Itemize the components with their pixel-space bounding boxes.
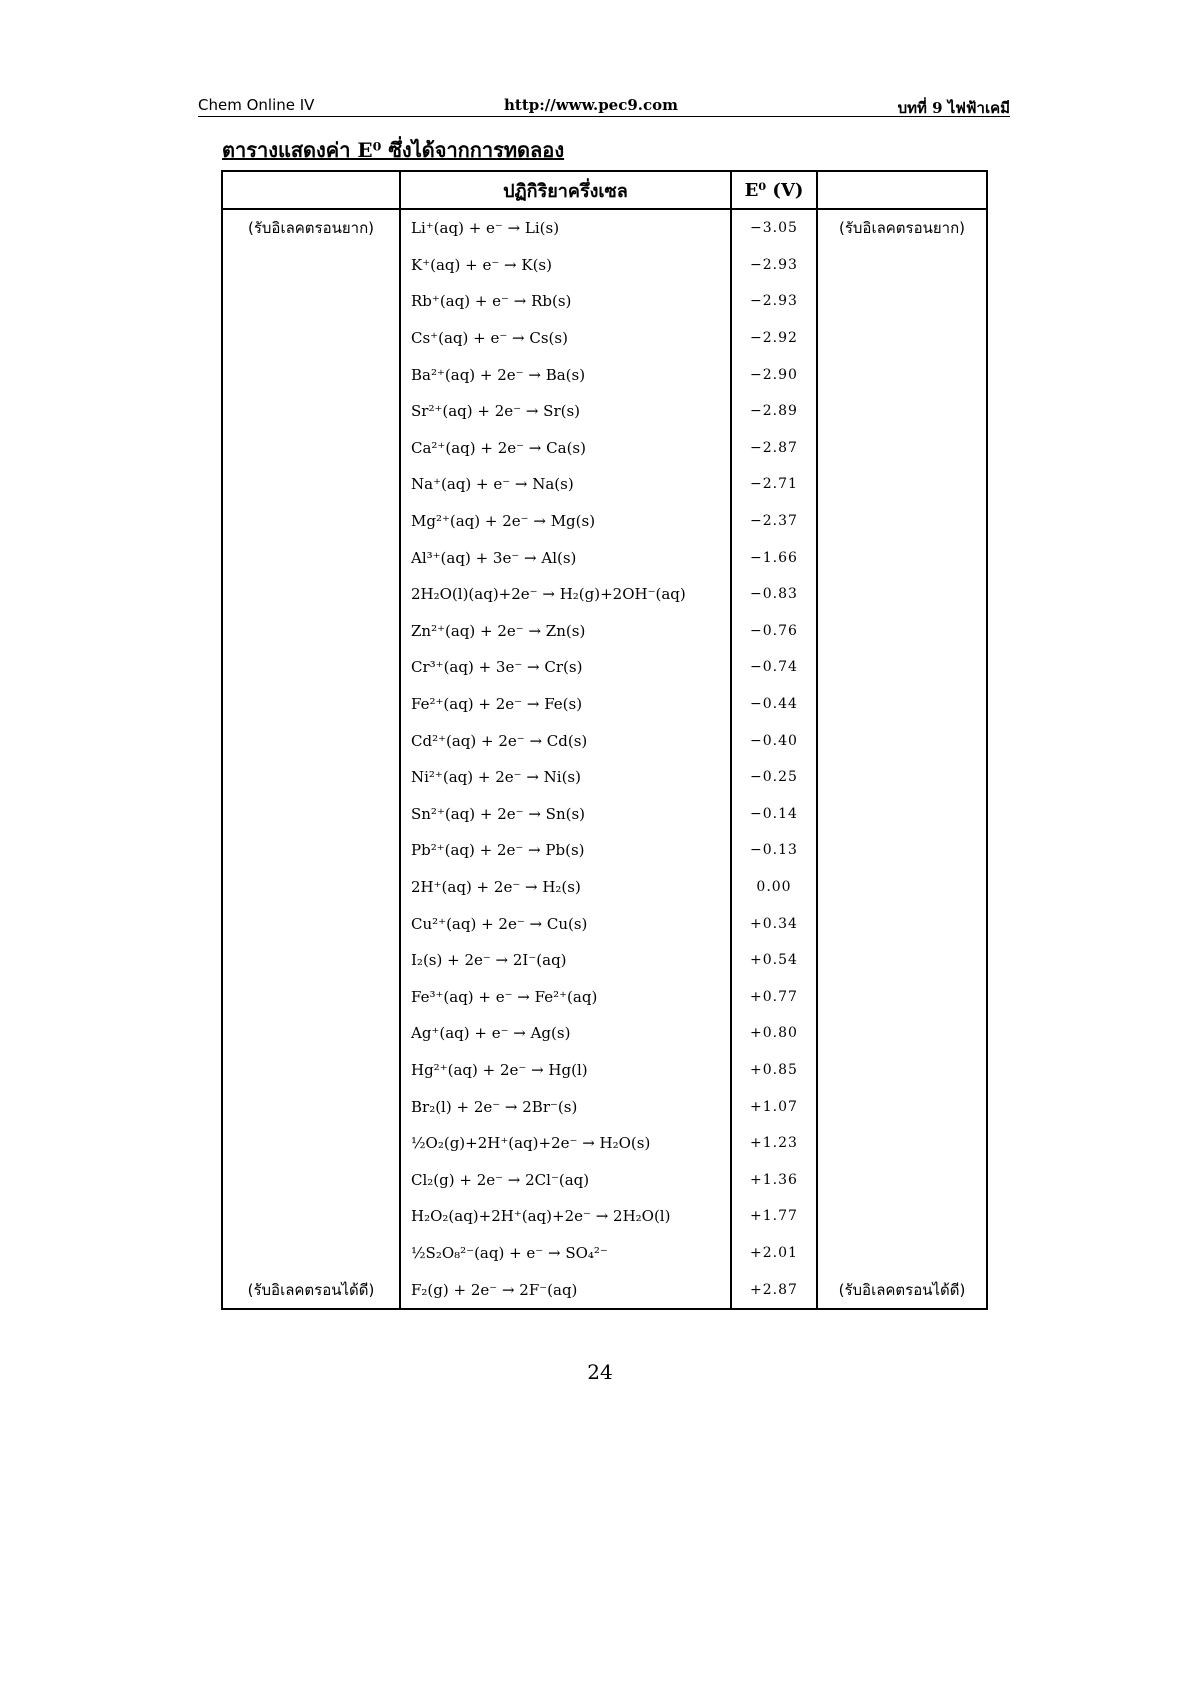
header-blank-right: [817, 171, 987, 209]
table-row: [222, 503, 987, 540]
e0-value: +2.87: [731, 1271, 817, 1309]
half-reaction: Zn²⁺(aq) + 2e⁻ → Zn(s): [400, 613, 731, 650]
side-label-right: [817, 1235, 987, 1272]
e0-value: +1.23: [731, 1125, 817, 1162]
side-label-left: [222, 978, 400, 1015]
table-row: [222, 1271, 987, 1309]
table-row: [222, 283, 987, 320]
e0-value: −0.13: [731, 832, 817, 869]
side-label-right: [817, 539, 987, 576]
side-label-left: [222, 869, 400, 906]
half-reaction: Al³⁺(aq) + 3e⁻ → Al(s): [400, 539, 731, 576]
table-row: [222, 832, 987, 869]
side-label-left: [222, 539, 400, 576]
side-label-left: [222, 393, 400, 430]
side-label-right: [817, 686, 987, 723]
table-row: [222, 247, 987, 284]
side-label-left: [222, 759, 400, 796]
side-label-left: [222, 649, 400, 686]
side-label-left: [222, 430, 400, 467]
e0-value: −1.66: [731, 539, 817, 576]
e0-value: −0.83: [731, 576, 817, 613]
table-header-row: [222, 171, 987, 209]
side-label-right: [817, 905, 987, 942]
side-label-right: [817, 613, 987, 650]
side-label-right: [817, 1015, 987, 1052]
table-row: [222, 1198, 987, 1235]
side-label-left: [222, 686, 400, 723]
half-reaction: Li⁺(aq) + e⁻ → Li(s): [400, 209, 731, 247]
header-e0: E⁰ (V): [731, 171, 817, 209]
half-reaction: Hg²⁺(aq) + 2e⁻ → Hg(l): [400, 1052, 731, 1089]
side-label-right: [817, 1052, 987, 1089]
side-label-right: [817, 832, 987, 869]
half-reaction: ½O₂(g)+2H⁺(aq)+2e⁻ → H₂O(s): [400, 1125, 731, 1162]
half-reaction: Cr³⁺(aq) + 3e⁻ → Cr(s): [400, 649, 731, 686]
e0-value: −0.25: [731, 759, 817, 796]
side-label-right: [817, 759, 987, 796]
table-row: [222, 393, 987, 430]
side-label-right: (รับอิเลคตรอนยาก): [817, 209, 987, 247]
page-number: 24: [587, 1360, 613, 1384]
side-label-left: [222, 1125, 400, 1162]
table-row: [222, 759, 987, 796]
e0-value: −2.92: [731, 320, 817, 357]
table-row: [222, 209, 987, 247]
half-reaction: 2H₂O(l)(aq)+2e⁻ → H₂(g)+2OH⁻(aq): [400, 576, 731, 613]
table-row: [222, 430, 987, 467]
side-label-right: [817, 1125, 987, 1162]
e0-value: −2.37: [731, 503, 817, 540]
e0-value: +1.07: [731, 1088, 817, 1125]
side-label-left: [222, 1235, 400, 1272]
side-label-right: [817, 1161, 987, 1198]
half-reaction: Fe³⁺(aq) + e⁻ → Fe²⁺(aq): [400, 978, 731, 1015]
half-reaction: Na⁺(aq) + e⁻ → Na(s): [400, 466, 731, 503]
half-reaction: H₂O₂(aq)+2H⁺(aq)+2e⁻ → 2H₂O(l): [400, 1198, 731, 1235]
half-reaction: Ni²⁺(aq) + 2e⁻ → Ni(s): [400, 759, 731, 796]
header-blank-left: [222, 171, 400, 209]
side-label-right: [817, 649, 987, 686]
e0-value: −2.93: [731, 247, 817, 284]
side-label-left: (รับอิเลคตรอนได้ดี): [222, 1271, 400, 1309]
side-label-left: [222, 942, 400, 979]
e0-value: −0.74: [731, 649, 817, 686]
e0-value: 0.00: [731, 869, 817, 906]
table-row: [222, 942, 987, 979]
table-row: [222, 905, 987, 942]
side-label-right: [817, 576, 987, 613]
half-reaction: Sr²⁺(aq) + 2e⁻ → Sr(s): [400, 393, 731, 430]
side-label-left: [222, 1088, 400, 1125]
header-reaction: ปฏิกิริยาครึ่งเซล: [400, 171, 731, 209]
side-label-left: [222, 466, 400, 503]
page-header: [198, 94, 1010, 117]
e0-value: +1.36: [731, 1161, 817, 1198]
table-row: [222, 466, 987, 503]
side-label-right: [817, 356, 987, 393]
side-label-right: [817, 503, 987, 540]
side-label-right: [817, 1088, 987, 1125]
side-label-left: [222, 283, 400, 320]
e0-value: −0.76: [731, 613, 817, 650]
e0-value: −2.71: [731, 466, 817, 503]
side-label-right: [817, 393, 987, 430]
table-row: [222, 1235, 987, 1272]
table-row: [222, 649, 987, 686]
e0-value: −0.14: [731, 796, 817, 833]
side-label-left: [222, 1198, 400, 1235]
side-label-left: [222, 1161, 400, 1198]
side-label-left: [222, 722, 400, 759]
table-row: [222, 576, 987, 613]
side-label-left: [222, 905, 400, 942]
side-label-left: (รับอิเลคตรอนยาก): [222, 209, 400, 247]
side-label-right: [817, 466, 987, 503]
half-reaction: ½S₂O₈²⁻(aq) + e⁻ → SO₄²⁻: [400, 1235, 731, 1272]
e0-value: −2.89: [731, 393, 817, 430]
table-row: [222, 1161, 987, 1198]
side-label-right: [817, 283, 987, 320]
table-row: [222, 686, 987, 723]
header-url: http://www.pec9.com: [504, 96, 679, 114]
side-label-right: [817, 722, 987, 759]
half-reaction: Ca²⁺(aq) + 2e⁻ → Ca(s): [400, 430, 731, 467]
e0-value: −2.90: [731, 356, 817, 393]
reduction-potential-table: [221, 170, 988, 1310]
side-label-right: [817, 1198, 987, 1235]
half-reaction: Ag⁺(aq) + e⁻ → Ag(s): [400, 1015, 731, 1052]
side-label-right: (รับอิเลคตรอนได้ดี): [817, 1271, 987, 1309]
e0-value: +0.80: [731, 1015, 817, 1052]
table-row: [222, 1125, 987, 1162]
side-label-left: [222, 356, 400, 393]
side-label-left: [222, 1052, 400, 1089]
half-reaction: Br₂(l) + 2e⁻ → 2Br⁻(s): [400, 1088, 731, 1125]
e0-value: −0.40: [731, 722, 817, 759]
half-reaction: Cl₂(g) + 2e⁻ → 2Cl⁻(aq): [400, 1161, 731, 1198]
side-label-left: [222, 247, 400, 284]
half-reaction: Cs⁺(aq) + e⁻ → Cs(s): [400, 320, 731, 357]
e0-value: +0.77: [731, 978, 817, 1015]
side-label-right: [817, 320, 987, 357]
half-reaction: Mg²⁺(aq) + 2e⁻ → Mg(s): [400, 503, 731, 540]
e0-value: +1.77: [731, 1198, 817, 1235]
side-label-left: [222, 1015, 400, 1052]
half-reaction: Rb⁺(aq) + e⁻ → Rb(s): [400, 283, 731, 320]
table-row: [222, 722, 987, 759]
half-reaction: Fe²⁺(aq) + 2e⁻ → Fe(s): [400, 686, 731, 723]
table-row: [222, 613, 987, 650]
side-label-right: [817, 796, 987, 833]
side-label-right: [817, 978, 987, 1015]
half-reaction: I₂(s) + 2e⁻ → 2I⁻(aq): [400, 942, 731, 979]
side-label-left: [222, 576, 400, 613]
table-row: [222, 1088, 987, 1125]
e0-value: −3.05: [731, 209, 817, 247]
table-row: [222, 978, 987, 1015]
header-site-name: Chem Online IV: [198, 96, 315, 114]
e0-value: +0.54: [731, 942, 817, 979]
half-reaction: Sn²⁺(aq) + 2e⁻ → Sn(s): [400, 796, 731, 833]
table-title: ตารางแสดงค่า E⁰ ซึ่งได้จากการทดลอง: [222, 138, 565, 162]
side-label-right: [817, 430, 987, 467]
half-reaction: K⁺(aq) + e⁻ → K(s): [400, 247, 731, 284]
half-reaction: Ba²⁺(aq) + 2e⁻ → Ba(s): [400, 356, 731, 393]
table-row: [222, 796, 987, 833]
side-label-right: [817, 869, 987, 906]
side-label-left: [222, 320, 400, 357]
half-reaction: F₂(g) + 2e⁻ → 2F⁻(aq): [400, 1271, 731, 1309]
table-row: [222, 356, 987, 393]
e0-value: −2.93: [731, 283, 817, 320]
e0-value: +2.01: [731, 1235, 817, 1272]
table-row: [222, 869, 987, 906]
table-row: [222, 539, 987, 576]
half-reaction: Cd²⁺(aq) + 2e⁻ → Cd(s): [400, 722, 731, 759]
side-label-left: [222, 613, 400, 650]
side-label-left: [222, 832, 400, 869]
e0-value: −2.87: [731, 430, 817, 467]
e0-value: −0.44: [731, 686, 817, 723]
side-label-right: [817, 942, 987, 979]
half-reaction: Pb²⁺(aq) + 2e⁻ → Pb(s): [400, 832, 731, 869]
table-body: [222, 209, 987, 1309]
side-label-left: [222, 796, 400, 833]
table-row: [222, 1015, 987, 1052]
e0-value: +0.34: [731, 905, 817, 942]
e0-value: +0.85: [731, 1052, 817, 1089]
table-row: [222, 1052, 987, 1089]
header-chapter: บทที่ 9 ไฟฟ้าเคมี: [897, 99, 1010, 117]
side-label-left: [222, 503, 400, 540]
table-row: [222, 320, 987, 357]
half-reaction: 2H⁺(aq) + 2e⁻ → H₂(s): [400, 869, 731, 906]
side-label-right: [817, 247, 987, 284]
half-reaction: Cu²⁺(aq) + 2e⁻ → Cu(s): [400, 905, 731, 942]
